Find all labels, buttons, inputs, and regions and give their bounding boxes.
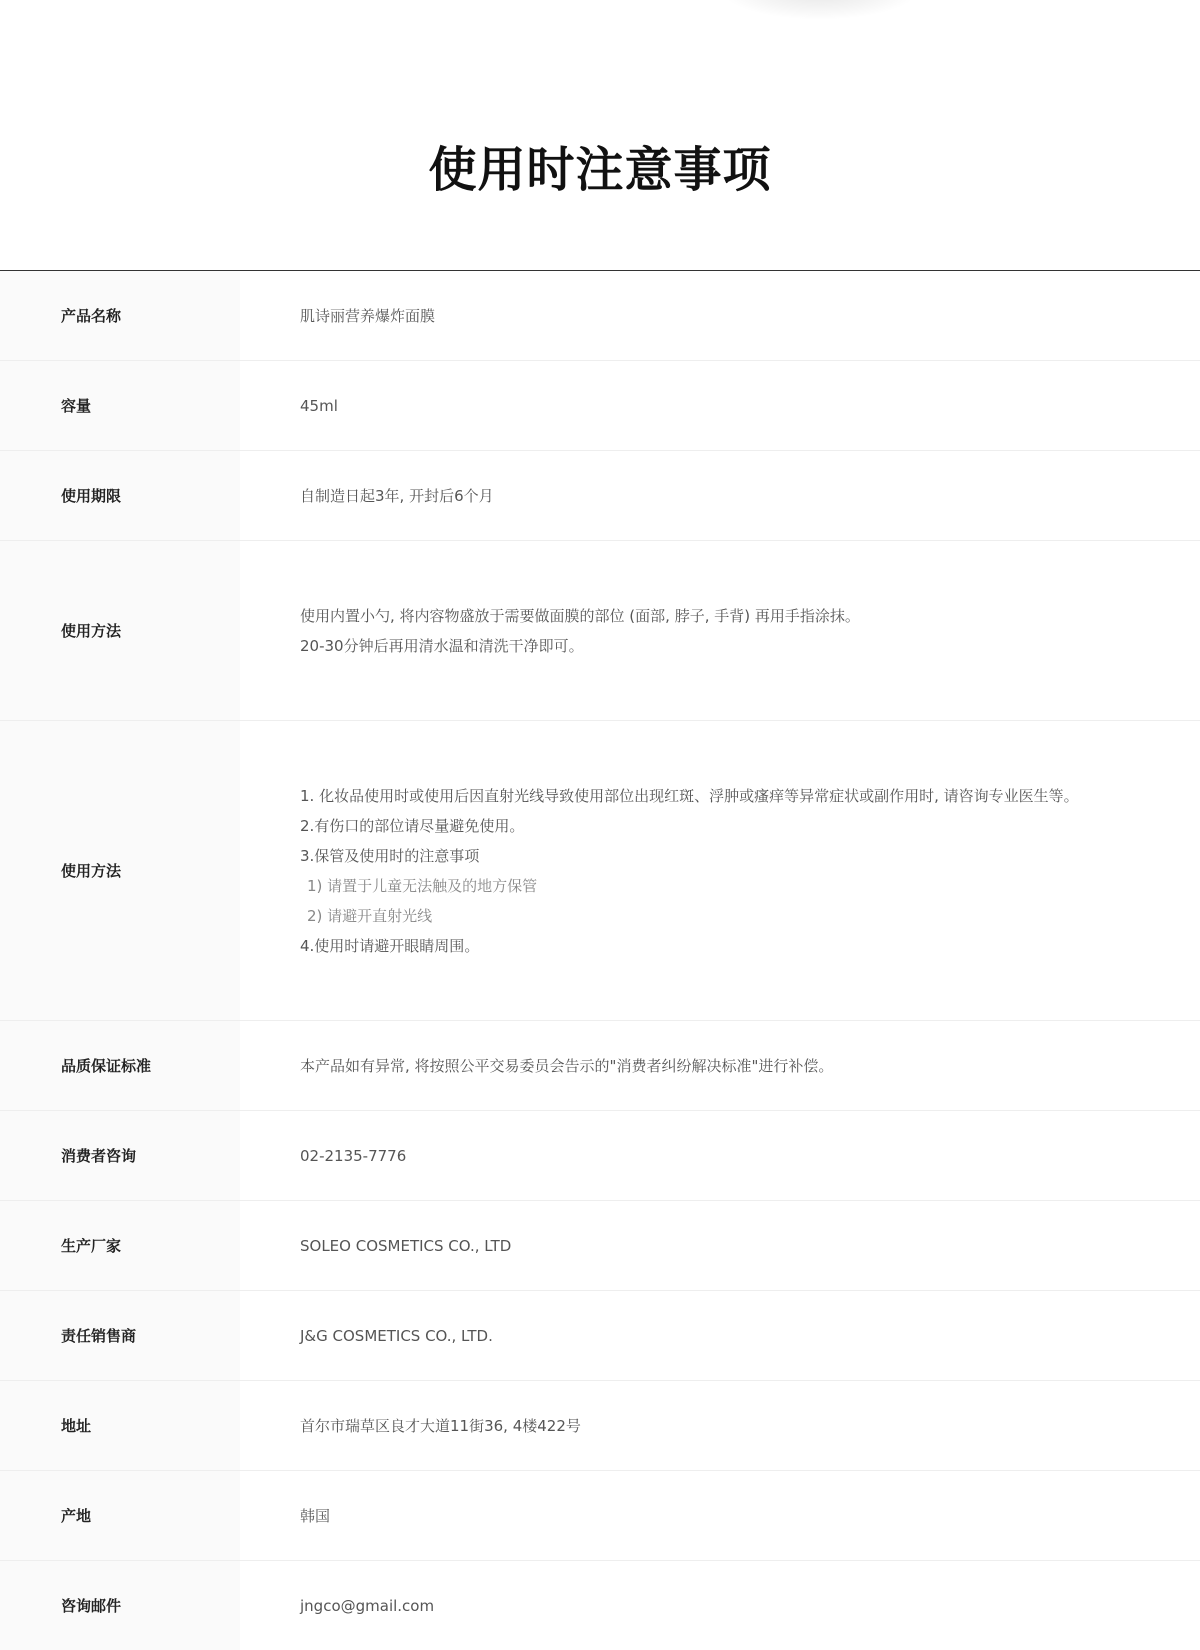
table-row: [0, 1111, 1200, 1201]
value-line: 自制造日起3年, 开封后6个月: [300, 486, 494, 505]
table-row: [0, 1021, 1200, 1111]
value-line: 2.有伤口的部位请尽量避免使用。: [300, 816, 525, 835]
info-table: [0, 270, 1200, 1650]
table-row: [0, 1201, 1200, 1291]
table-row: [0, 271, 1200, 361]
row-value: [240, 1291, 1200, 1380]
row-label: 品质保证标准: [0, 1021, 240, 1110]
table-row: [0, 361, 1200, 451]
value-line: J&G COSMETICS CO., LTD.: [300, 1326, 493, 1345]
table-row: [0, 451, 1200, 541]
row-value: [240, 451, 1200, 540]
row-value: [240, 1471, 1200, 1560]
table-row: [0, 1471, 1200, 1561]
row-label: 使用期限: [0, 451, 240, 540]
row-value: [240, 541, 1200, 720]
row-label: 产地: [0, 1471, 240, 1560]
page-title: 使用时注意事项: [428, 142, 772, 198]
row-value: [240, 271, 1200, 360]
row-value: [240, 1381, 1200, 1470]
row-label: 生产厂家: [0, 1201, 240, 1290]
row-value: [240, 1201, 1200, 1290]
table-row: [0, 1381, 1200, 1471]
row-label: 责任销售商: [0, 1291, 240, 1380]
row-label: 咨询邮件: [0, 1561, 240, 1650]
value-line: jngco@gmail.com: [300, 1596, 435, 1615]
value-line: 肌诗丽营养爆炸面膜: [300, 306, 436, 325]
value-subline: 1) 请置于儿童无法触及的地方保管: [307, 876, 538, 895]
row-label: 地址: [0, 1381, 240, 1470]
table-row: [0, 1561, 1200, 1650]
row-value: [240, 1561, 1200, 1650]
row-value: [240, 361, 1200, 450]
row-label: 容量: [0, 361, 240, 450]
row-value: [240, 721, 1200, 1020]
product-image-shadow: [720, 0, 920, 20]
table-row: [0, 541, 1200, 721]
table-row: [0, 721, 1200, 1021]
row-value: [240, 1111, 1200, 1200]
value-line: 4.使用时请避开眼睛周围。: [300, 936, 480, 955]
value-line: 20-30分钟后再用清水温和清洗干净即可。: [300, 636, 584, 655]
row-value: [240, 1021, 1200, 1110]
value-line: SOLEO COSMETICS CO., LTD: [300, 1236, 512, 1255]
value-line: 1. 化妆品使用时或使用后因直射光线导致使用部位出现红斑、浮肿或瘙痒等异常症状或副作用时, 请咨询专业医生等。: [300, 786, 1079, 805]
value-line: 3.保管及使用时的注意事项: [300, 846, 480, 865]
value-line: 本产品如有异常, 将按照公平交易委员会告示的"消费者纠纷解决标准"进行补偿。: [300, 1056, 834, 1075]
row-label: 使用方法: [0, 721, 240, 1020]
value-line: 韩国: [300, 1506, 331, 1525]
value-line: 45ml: [300, 396, 338, 415]
row-label: 使用方法: [0, 541, 240, 720]
value-line: 使用内置小勺, 将内容物盛放于需要做面膜的部位 (面部, 脖子, 手背) 再用手指涂抹。: [300, 606, 860, 625]
value-subline: 2) 请避开直射光线: [307, 906, 433, 925]
row-label: 消费者咨询: [0, 1111, 240, 1200]
value-line: 02-2135-7776: [300, 1146, 407, 1165]
table-row: [0, 1291, 1200, 1381]
row-label: 产品名称: [0, 271, 240, 360]
value-line: 首尔市瑞草区良才大道11街36, 4楼422号: [300, 1416, 581, 1435]
